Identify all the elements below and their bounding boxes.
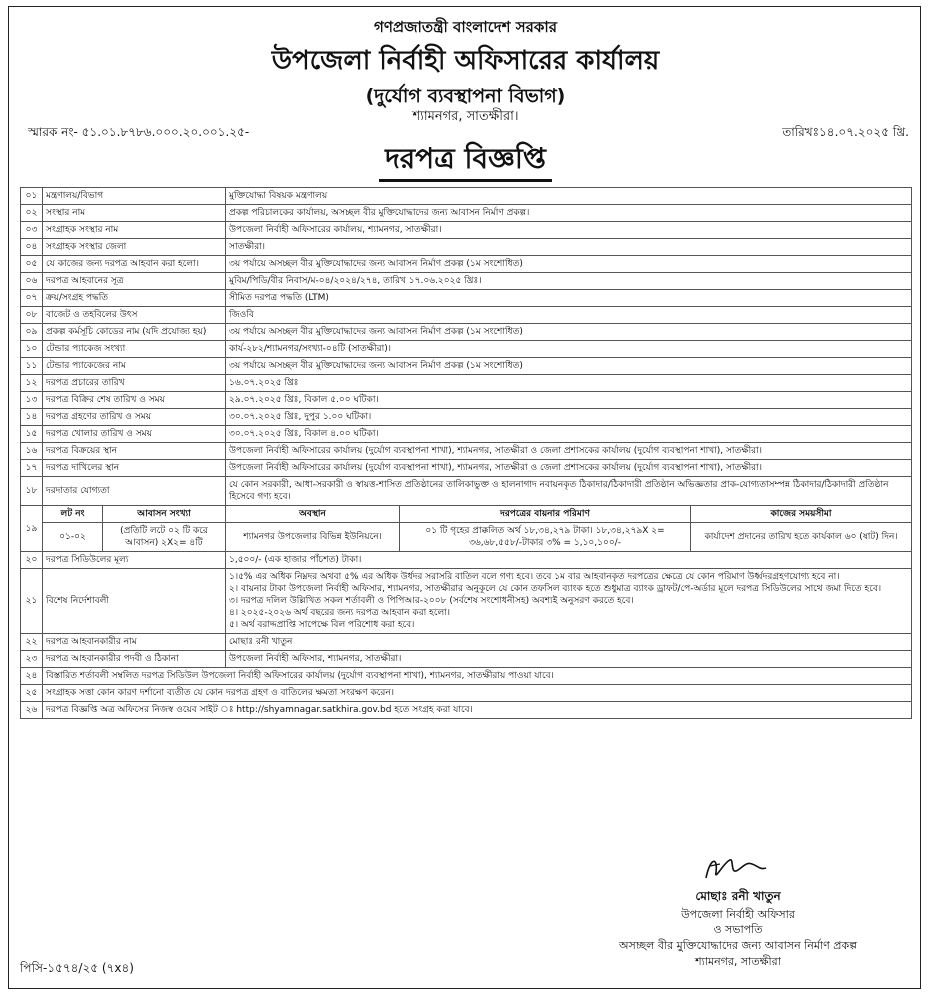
row-value: ১৬.০৭.২০২৫ খ্রিঃ: [226, 375, 912, 392]
lot-location: শ্যামনগর উপজেলার বিভিন্ন ইউনিয়নে।: [226, 523, 400, 552]
table-row: [21, 443, 912, 460]
lot-number: ০১-০২: [43, 523, 103, 552]
row-label: দরপত্র আহবানকারীর নাম: [43, 634, 226, 651]
table-row: [21, 375, 912, 392]
table-row: [21, 409, 912, 426]
table-row: [21, 205, 912, 222]
row-label: দরদাতার যোগ্যতা: [43, 477, 226, 506]
row-label: মন্ত্রণালয়/বিভাগ: [43, 188, 226, 205]
row-label: ক্রয়/সংগ্রহ পদ্ধতি: [43, 290, 226, 307]
table-row: [21, 426, 912, 443]
instruction-line: ৫। অর্থ বরাদ্দপ্রাপ্তি সাপেক্ষে বিল পরিশোধ করা হবে।: [229, 620, 415, 630]
row-label: বিশেষ নির্দেশাবলী: [43, 569, 226, 634]
row-number: ০৫: [21, 256, 43, 273]
special-instructions: [226, 569, 912, 634]
row-value: ৩০.০৭.২০২৫ খ্রিঃ, দুপুর ১.০০ ঘটিকা।: [226, 409, 912, 426]
row-value: ৩০.০৭.২০২৫ খ্রিঃ, বিকাল ৪.০০ ঘটিকা।: [226, 426, 912, 443]
row-number: ২৩: [21, 651, 43, 668]
instruction-line: ২। বায়নার টাকা উপজেলা নির্বাহী অফিসার, শ্যামনগর, সাতক্ষীরার অনুকূলে যে কোন তফসিল ব্যাংক হতে শুধুমাত্র ব্যাংক ড্রাফট/পে-অর্ডার মূলে দরপত্র সিডিউলের সাথে জমা দিতে হবে।: [229, 584, 882, 594]
table-row: [21, 222, 912, 239]
row-text: দরপত্র বিজ্ঞপ্তি অত্র অফিসের নিজস্ব ওয়েব সাইট ঃ http://shyamnagar.satkhira.gov.bd হতে সংগ্রহ করা যাবে।: [43, 702, 912, 719]
table-row: [21, 460, 912, 477]
row-value: ২৯.০৭.২০২৫ খ্রিঃ, বিকাল ৫.০০ ঘটিকা।: [226, 392, 912, 409]
table-row: [21, 290, 912, 307]
row-label: দরপত্র বিক্রয়ের স্থান: [43, 443, 226, 460]
table-row: [21, 324, 912, 341]
row-label: দরপত্র আহবানের সূত্র: [43, 273, 226, 290]
table-row: [21, 392, 912, 409]
row-label: দরপত্র গ্রহণের তারিখ ও সময়: [43, 409, 226, 426]
housing-count-header: আবাসন সংখ্যা: [103, 506, 226, 523]
table-row: [21, 256, 912, 273]
earnest-amount-header: দরপত্রের বায়নার পরিমাণ: [400, 506, 691, 523]
row-number: ১৬: [21, 443, 43, 460]
row-number: ১৪: [21, 409, 43, 426]
row-value: ৩য় পর্যায়ে অসচ্ছল বীর মুক্তিযোদ্ধাদের জন্য আবাসন নির্মাণ প্রকল্প (১ম সংশোধিত): [226, 358, 912, 375]
notice-date: তারিখঃ১৪.০৭.২০২৫ খ্রি.: [782, 125, 909, 139]
signatory-location: শ্যামনগর, সাতক্ষীরা: [695, 955, 781, 968]
row-number: ২০: [21, 552, 43, 569]
row-value: মোছাঃ রনী খাতুন: [226, 634, 912, 651]
table-row: [21, 358, 912, 375]
row-number: ১২: [21, 375, 43, 392]
earnest-amount: ০১ টি গৃহের প্রাক্কলিত অর্থ ১৮,৩৪,২৭৯ টাকা। ১৮,৩৪,২৭৯X ২= ৩৬,৬৮,৫৫৮/-টাকার ৩% = ১,১০,১০০/-: [400, 523, 691, 552]
row-value: মুবিম/পিডি/বীর নিবাস/ম-০৪/২০২৪/২৭৪, তারিখ ১৭.০৬.২০২৫ খ্রিঃ।: [226, 273, 912, 290]
row-number: ০৪: [21, 239, 43, 256]
location-header: অবস্থান: [226, 506, 400, 523]
row-number: ০৩: [21, 222, 43, 239]
notice-title: দরপত্র বিজ্ঞপ্তি: [379, 140, 552, 182]
lot-header-row: [21, 506, 912, 523]
row-number: ০৬: [21, 273, 43, 290]
table-row: [21, 239, 912, 256]
row-number: ১০: [21, 341, 43, 358]
signatory-role: ও সভাপতি: [713, 923, 763, 936]
print-code: পিসি-১৫৭৪/২৫ (৭x৪): [20, 961, 134, 975]
row-label: টেন্ডার প্যাকেজ সংখ্যা: [43, 341, 226, 358]
row-label: সংগ্রাহক সংস্থার জেলা: [43, 239, 226, 256]
table-row: [21, 477, 912, 506]
row-value: মুক্তিযোদ্ধা বিষয়ক মন্ত্রণালয়: [226, 188, 912, 205]
table-row: [21, 552, 912, 569]
work-duration-header: কাজের সময়সীমা: [691, 506, 912, 523]
row-number: ১৭: [21, 460, 43, 477]
row-value: উপজেলা নির্বাহী অফিসারের কার্যালয় (দুর্যোগ ব্যবস্থাপনা শাখা), শ্যামনগর, সাতক্ষীরা ও জেলা প্রশাসকের কার্যালয় (দুর্যোগ ব্যবস্থাপনা শাখা), সাতক্ষীরা।: [226, 443, 912, 460]
instruction-line: ১।৫% এর অধিক নিম্নদর অথবা ৫% এর অধিক উর্ধদর সরাসরি বাতিল বলে গণ্য হবে। তবে ১ম বার আহবানকৃত দরপত্রের ক্ষেত্রে যে কোন পরিমাণ উর্ধ্বদরগ্রহণযোগ্য হবে না।: [229, 572, 840, 582]
instruction-line: ৪। ২০২৫-২০২৬ অর্থ বছরের জন্য দরপত্র আহবান করা হলো।: [229, 608, 451, 618]
table-row: [21, 273, 912, 290]
row-value: ৩য় পর্যায়ে অসচ্ছল বীর মুক্তিযোদ্ধাদের জন্য আবাসন নির্মাণ প্রকল্প (১ম সংশোধিত): [226, 324, 912, 341]
row-value: উপজেলা নির্বাহী অফিসার, শ্যামনগর, সাতক্ষীরা।: [226, 651, 912, 668]
tender-table: [20, 187, 912, 719]
row-value: প্রকল্প পরিচালকের কার্যালয়, অসচ্ছল বীর মুক্তিযোদ্ধাদের জন্য আবাসন নির্মাণ প্রকল্প।: [226, 205, 912, 222]
memo-number: স্মারক নং- ৫১.০১.৮৭৮৬.০০০.২০.০০১.২৫-: [28, 125, 250, 139]
row-value: উপজেলা নির্বাহী অফিসারের কার্যালয়, শ্যামনগর, সাতক্ষীরা।: [226, 222, 912, 239]
row-label: দরপত্র দাখিলের স্থান: [43, 460, 226, 477]
table-row: [21, 702, 912, 719]
table-row: [21, 634, 912, 651]
row-number: ১৯: [21, 506, 43, 552]
office-location: শ্যামনগর, সাতক্ষীরা।: [412, 109, 519, 124]
government-name: গণপ্রজাতন্ত্রী বাংলাদেশ সরকার: [374, 18, 557, 36]
row-number: ২৪: [21, 668, 43, 685]
table-row: [21, 341, 912, 358]
housing-count: (প্রতিটি লটে ০২ টি করে আবাসন) ২X২= ৪টি: [103, 523, 226, 552]
row-label: বাজেট ও তহবিলের উৎস: [43, 307, 226, 324]
table-row: [21, 307, 912, 324]
row-label: টেন্ডার প্যাকেজের নাম: [43, 358, 226, 375]
row-label: দরপত্র খোলার তারিখ ও সময়: [43, 426, 226, 443]
row-value: ১,৫০০/- (এক হাজার পাঁচশত) টাকা।: [226, 552, 912, 569]
row-label: প্রকল্প কর্মসূচি কোডের নাম (যদি প্রযোজ্য হয়): [43, 324, 226, 341]
row-label: দরপত্র প্রচারের তারিখ: [43, 375, 226, 392]
row-label: যে কাজের জন্য দরপত্র আহবান করা হলো।: [43, 256, 226, 273]
row-number: ১৫: [21, 426, 43, 443]
row-number: ১৩: [21, 392, 43, 409]
row-value: ৩য় পর্যায়ে অসচ্ছল বীর মুক্তিযোদ্ধাদের জন্য আবাসন নির্মাণ প্রকল্প (১ম সংশোধিত): [226, 256, 912, 273]
row-number: ২১: [21, 569, 43, 634]
row-value: সীমিত দরপত্র পদ্ধতি (LTM): [226, 290, 912, 307]
row-number: ২৫: [21, 685, 43, 702]
row-number: ২২: [21, 634, 43, 651]
row-number: ০৮: [21, 307, 43, 324]
row-number: ২৬: [21, 702, 43, 719]
row-value: উপজেলা নির্বাহী অফিসারের কার্যালয় (দুর্যোগ ব্যবস্থাপনা শাখা), শ্যামনগর, সাতক্ষীরা ও জেলা প্রশাসকের কার্যালয় (দুর্যোগ ব্যবস্থাপনা শাখা), সাতক্ষীরা।: [226, 460, 912, 477]
table-row: [21, 685, 912, 702]
row-number: ০১: [21, 188, 43, 205]
lot-row: [21, 523, 912, 552]
row-label: সংগ্রাহক সংস্থার নাম: [43, 222, 226, 239]
row-label: দরপত্র সিডিউলের মূল্য: [43, 552, 226, 569]
signatory-designation: উপজেলা নির্বাহী অফিসার: [681, 908, 795, 921]
instruction-line: ৩। দরপত্র দলিল উল্লিখিত সকল শর্তাবলী ও পিপিআর-২০০৮ (সর্বশেষ সংশোধনীসহ) অবশ্যই অনুসরণ করতে হবে।: [229, 596, 634, 606]
row-value: যে কোন সরকারী, আধা-সরকারী ও স্বায়ত্ত-শাসিত প্রতিষ্ঠানের তালিকাভুক্ত ও হালনাগাদ নবায়নকৃত ঠিকাদার/ঠিকাদারী প্রতিষ্ঠান অভিজ্ঞতার প্রাক-যোগ্যতাসম্পন্ন ঠিকাদার/ঠিকাদারী প্রতিষ্ঠান হিসেবে গণ্য হবে।: [226, 477, 912, 506]
row-number: ১৮: [21, 477, 43, 506]
signatory-project: অসচ্ছল বীর মুক্তিযোদ্ধাদের জন্য আবাসন নির্মাণ প্রকল্প: [618, 939, 858, 952]
row-number: ০২: [21, 205, 43, 222]
lot-header: লট নং: [43, 506, 103, 523]
work-duration: কার্যাদেশ প্রদানের তারিখ হতে কার্যকাল ৬০ (ষাট) দিন।: [691, 523, 912, 552]
row-number: ০৭: [21, 290, 43, 307]
signatory-name: মোছাঃ রনী খাতুন: [695, 889, 781, 903]
table-row: [21, 668, 912, 685]
row-number: ০৯: [21, 324, 43, 341]
row-value: কার্য-২৮২/শ্যামনগর/সংখ্যা-০৪টি (সাতক্ষীরা)।: [226, 341, 912, 358]
table-row: [21, 188, 912, 205]
row-value: জিওবি: [226, 307, 912, 324]
row-text: সংগ্রাহক সত্তা কোন কারণ দর্শানো ব্যতীত যে কোন দরপত্র গ্রহণ ও বাতিলের ক্ষমতা সংরক্ষণ করেন।: [43, 685, 912, 702]
row-value: সাতক্ষীরা।: [226, 239, 912, 256]
office-name: উপজেলা নির্বাহী অফিসারের কার্যালয়: [271, 46, 660, 76]
row-label: দরপত্র আহবানকারীর পদবী ও ঠিকানা: [43, 651, 226, 668]
row-label: সংস্থার নাম: [43, 205, 226, 222]
table-row: [21, 651, 912, 668]
department-name: (দুর্যোগ ব্যবস্থাপনা বিভাগ): [365, 85, 566, 107]
handwritten-signature: [700, 852, 770, 886]
row-number: ১১: [21, 358, 43, 375]
special-instructions-row: [21, 569, 912, 634]
row-label: দরপত্র বিক্রির শেষ তারিখ ও সময়: [43, 392, 226, 409]
row-text: বিস্তারিত শর্তাবলী সম্বলিত দরপত্র সিডিউল উপজেলা নির্বাহী অফিসারের কার্যালয় (দুর্যোগ ব্যবস্থাপনা শাখা), শ্যামনগর, সাতক্ষীরায় পাওয়া যাবে।: [43, 668, 912, 685]
